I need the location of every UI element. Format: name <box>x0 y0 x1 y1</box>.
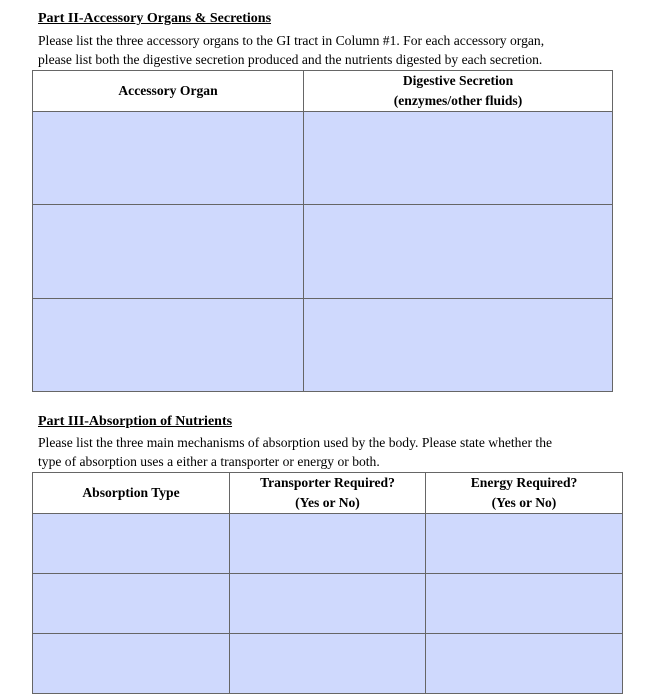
absorption-type-input-3[interactable] <box>33 655 229 673</box>
absorption-type-input-1[interactable] <box>33 535 229 553</box>
col-header-digestive-secretion <box>304 71 613 112</box>
organ-input-1[interactable] <box>33 149 303 167</box>
absorption-type-cell-3[interactable] <box>33 634 230 694</box>
secretion-input-3[interactable] <box>304 336 612 354</box>
energy-cell-2[interactable] <box>426 574 623 634</box>
secretion-cell-2[interactable] <box>304 205 613 299</box>
table-row <box>33 112 613 205</box>
transporter-cell-3[interactable] <box>230 634 426 694</box>
organ-cell-1[interactable] <box>33 112 304 205</box>
table-row <box>33 634 623 694</box>
part3-instruction-line-2: type of absorption uses a either a transporter or energy or both. <box>38 454 380 469</box>
transporter-cell-2[interactable] <box>230 574 426 634</box>
table-header-row <box>33 473 623 514</box>
absorption-table <box>32 472 623 694</box>
table-row <box>33 299 613 392</box>
col-header-line-2: (Yes or No) <box>295 495 360 510</box>
secretion-input-2[interactable] <box>304 243 612 261</box>
part2-instructions <box>38 31 618 69</box>
organ-input-3[interactable] <box>33 336 303 354</box>
table-row <box>33 514 623 574</box>
table-header-row <box>33 71 613 112</box>
part3-instructions <box>38 433 618 471</box>
organ-cell-2[interactable] <box>33 205 304 299</box>
organ-input-2[interactable] <box>33 243 303 261</box>
col-header-line-2: (enzymes/other fluids) <box>393 93 523 108</box>
absorption-type-cell-2[interactable] <box>33 574 230 634</box>
transporter-input-3[interactable] <box>230 655 425 673</box>
col-header-line-2: (Yes or No) <box>491 495 557 510</box>
part3-instruction-line-1: Please list the three main mechanisms of absorption used by the body. Please state whether the <box>38 435 553 450</box>
col-header-absorption-type <box>33 473 230 514</box>
col-header-line-1: Transporter Required? <box>260 475 395 490</box>
col-header-text: Accessory Organ <box>118 83 218 98</box>
col-header-line-1: Digestive Secretion <box>402 73 514 88</box>
table-row <box>33 205 613 299</box>
organ-cell-3[interactable] <box>33 299 304 392</box>
absorption-type-input-2[interactable] <box>33 595 229 613</box>
energy-cell-3[interactable] <box>426 634 623 694</box>
part2-heading: Part II-Accessory Organs & Secretions <box>38 11 272 26</box>
transporter-input-2[interactable] <box>230 595 425 613</box>
absorption-type-cell-1[interactable] <box>33 514 230 574</box>
secretion-input-1[interactable] <box>304 149 612 167</box>
table-row <box>33 574 623 634</box>
part2-instruction-line-1: Please list the three accessory organs to the GI tract in Column #1. For each accessory organ, <box>38 33 545 48</box>
energy-input-3[interactable] <box>426 655 622 673</box>
transporter-cell-1[interactable] <box>230 514 426 574</box>
energy-cell-1[interactable] <box>426 514 623 574</box>
col-header-line-1: Energy Required? <box>470 475 578 490</box>
part2-instruction-line-2: please list both the digestive secretion produced and the nutrients digested by each secretion. <box>38 52 543 67</box>
accessory-organs-table <box>32 70 613 392</box>
secretion-cell-3[interactable] <box>304 299 613 392</box>
col-header-accessory-organ <box>33 71 304 112</box>
col-header-energy-required <box>426 473 623 514</box>
col-header-text: Absorption Type <box>82 485 180 500</box>
energy-input-1[interactable] <box>426 535 622 553</box>
transporter-input-1[interactable] <box>230 535 425 553</box>
secretion-cell-1[interactable] <box>304 112 613 205</box>
energy-input-2[interactable] <box>426 595 622 613</box>
col-header-transporter-required <box>230 473 426 514</box>
part3-heading: Part III-Absorption of Nutrients <box>38 414 233 429</box>
